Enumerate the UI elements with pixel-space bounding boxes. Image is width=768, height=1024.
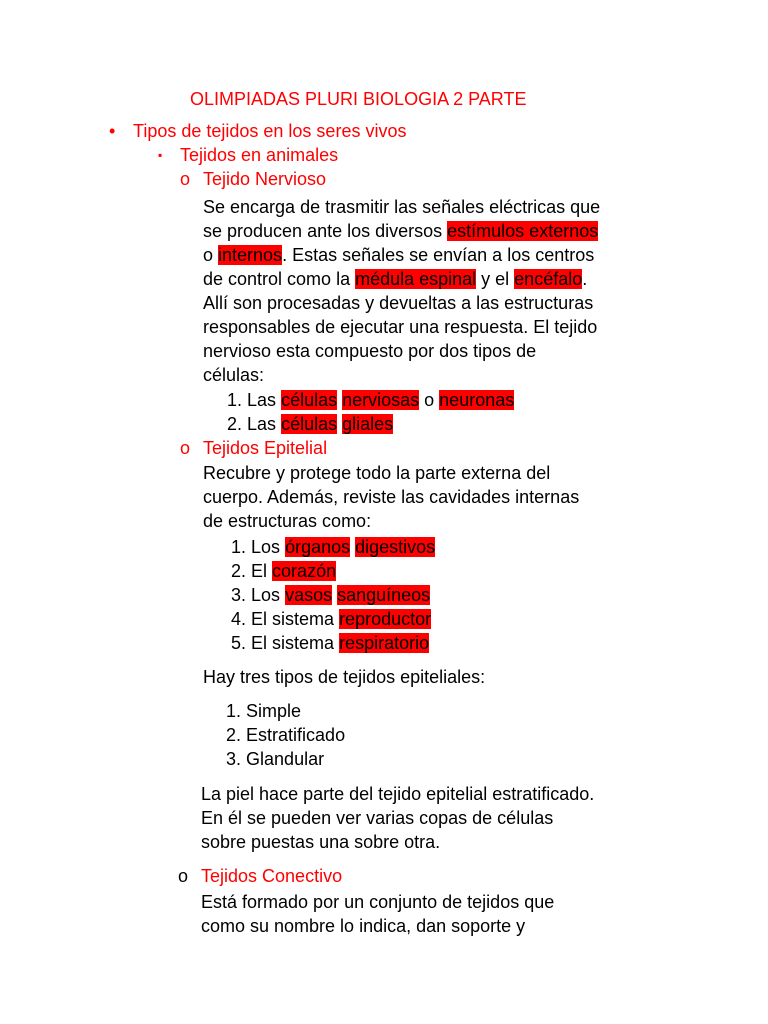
paragraph-line: de control como la médula espinal y el encéfalo. [203,269,588,289]
heading-level1: Tipos de tejidos en los seres vivos [133,121,407,141]
list-item: 1. Los órganos digestivos [231,537,436,557]
list-item: 1. Simple [226,701,302,721]
paragraph-line: nervioso esta compuesto por dos tipos de [203,341,537,361]
heading-nervioso: Tejido Nervioso [203,169,327,189]
heading-level2: Tejidos en animales [180,145,339,165]
highlight: nerviosas [342,390,420,410]
highlight: estímulos externos [447,221,599,241]
paragraph-line: La piel hace parte del tejido epitelial estratificado. [201,784,595,804]
paragraph-line: de estructuras como: [203,511,372,531]
highlight: células [281,414,338,434]
paragraph-line: En él se pueden ver varias copas de células [201,808,554,828]
bullet-square-icon: ▪ [158,148,163,162]
list-item: 5. El sistema respiratorio [231,633,430,653]
paragraph-line: Allí son procesadas y devueltas a las estructuras [203,293,594,313]
list-item: 3. Glandular [226,749,325,769]
list-item: 1. Las células nerviosas o neuronas [227,390,515,410]
highlight: vasos [285,585,333,605]
list-item: 2. El corazón [231,561,337,581]
bullet-circle-icon: o [178,866,189,886]
paragraph-line: responsables de ejecutar una respuesta. El tejido [203,317,598,337]
highlight: digestivos [355,537,436,557]
highlight: médula espinal [355,269,477,289]
paragraph-line: Hay tres tipos de tejidos epiteliales: [203,667,486,687]
paragraph-line: se producen ante los diversos estímulos externos [203,221,599,241]
highlight: internos [218,245,283,265]
paragraph-line: Recubre y protege todo la parte externa del [203,463,551,483]
paragraph-line: Está formado por un conjunto de tejidos que [201,892,555,912]
list-item: 2. Estratificado [226,725,346,745]
paragraph-line: sobre puestas una sobre otra. [201,832,441,852]
list-item: 2. Las células gliales [227,414,394,434]
bullet-disc-icon: • [109,121,116,141]
paragraph-line: como su nombre lo indica, dan soporte y [201,916,526,936]
highlight: neuronas [439,390,515,410]
highlight: reproductor [339,609,432,629]
highlight: células [281,390,338,410]
heading-epitelial: Tejidos Epitelial [203,438,328,458]
page-title: OLIMPIADAS PLURI BIOLOGIA 2 PARTE [190,89,527,109]
highlight: corazón [272,561,337,581]
highlight: sanguíneos [337,585,431,605]
bullet-circle-icon: o [180,169,191,189]
list-item: 4. El sistema reproductor [231,609,432,629]
highlight: gliales [342,414,394,434]
paragraph-line: cuerpo. Además, reviste las cavidades internas [203,487,580,507]
paragraph-line: o internos. Estas señales se envían a los centros [203,245,595,265]
highlight: órganos [285,537,351,557]
bullet-circle-icon: o [180,438,191,458]
highlight: encéfalo [514,269,583,289]
list-item: 3. Los vasos sanguíneos [231,585,431,605]
paragraph-line: Se encarga de trasmitir las señales eléctricas que [203,197,601,217]
paragraph-line: células: [203,365,265,385]
heading-conectivo: Tejidos Conectivo [201,866,343,886]
highlight: respiratorio [339,633,430,653]
